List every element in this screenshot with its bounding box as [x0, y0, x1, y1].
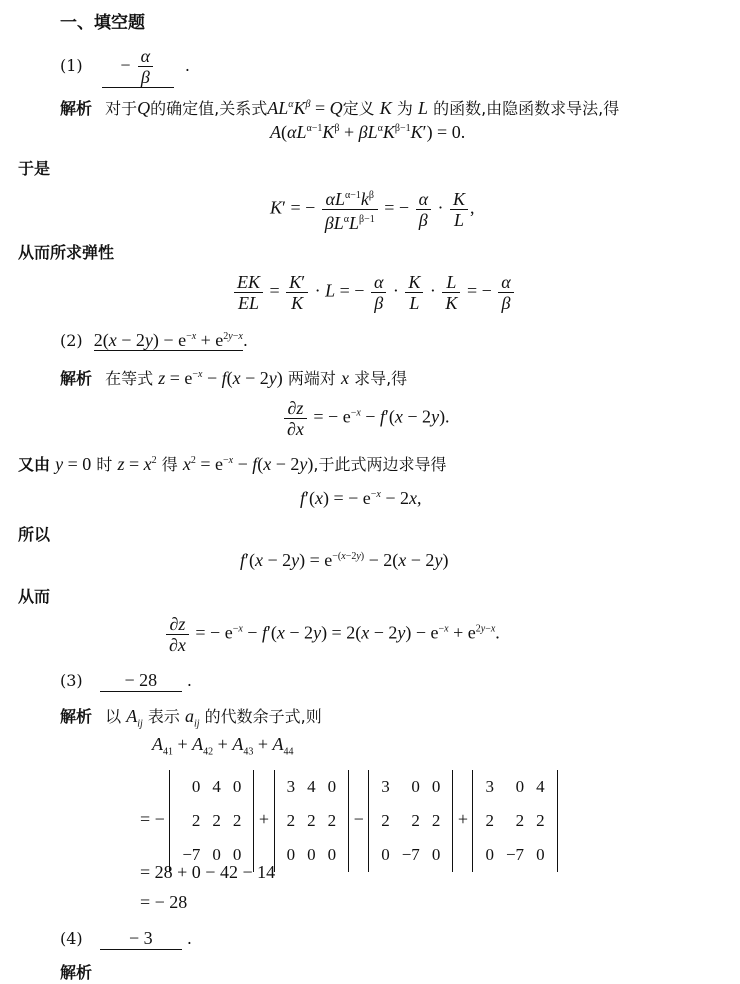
q2-eq3: $f'(x - 2y) = e^{-(x-2y)} - 2(x - 2y)$ [240, 550, 449, 570]
det-cell: 3 [381, 777, 390, 796]
det-cell: 0 [327, 777, 337, 796]
det-cell: −7 [182, 845, 201, 864]
det-cell: 4 [212, 777, 221, 796]
det-cell: 0 [327, 845, 337, 864]
det-cell: 2 [536, 811, 545, 830]
q1-answer: − $\frac{\alpha}{\beta}$ [102, 46, 174, 88]
q2-answer-line: (2) $2(x - 2y) - e^{-x} + e^{2y-x}$. [60, 330, 248, 350]
q4-analysis-label: 解析 [60, 963, 93, 982]
det-cell: 2 [485, 811, 494, 830]
q1-eq2: K′ = − $\frac{\alpha L^{\alpha-1}k^\beta}{\beta L^\alpha L^{\beta-1}}$ = − $\frac{\alpha}{\beta}$ · $\frac{K}{L}$ , [270, 186, 475, 233]
det-2 [274, 770, 350, 872]
q2-number: (2) [60, 331, 83, 350]
det-cell: 2 [381, 811, 390, 830]
det-cell: 4 [307, 777, 316, 796]
label-suoyi: 所以 [18, 525, 51, 544]
label-yushi: 于是 [18, 159, 51, 178]
q3-analysis-line: 解析 以 $A_{ij}$ 表示 $a_{ij}$ 的代数余子式,则 [60, 706, 322, 730]
det-3 [368, 770, 453, 872]
det-cell: −7 [401, 845, 420, 864]
label-congersuo: 从而所求弹性 [18, 243, 115, 262]
det-cell: 0 [286, 845, 296, 864]
det-cell: 2 [232, 811, 242, 830]
det-cell: 2 [411, 811, 420, 830]
det-cell: 0 [431, 845, 441, 864]
q2-eq1: $\frac{\partial z}{\partial x}$ = − $e^{-x} - f'(x - 2y)$. [282, 398, 450, 439]
q4-answer: − 3 [100, 928, 182, 950]
q3-determinants: = − 0 4 0 2 2 2 −7 0 0 + 3 4 0 2 2 2 0 0 0 − 3 0 0 2 2 2 0 −7 0 + 3 0 4 2 2 2 0 −7 0 [140, 770, 558, 872]
det-cell: 0 [232, 845, 242, 864]
q3-answer-line: (3) − 28 . [60, 670, 192, 690]
det-4 [472, 770, 557, 872]
q1-answer-line: (1) − $\frac{\alpha}{\beta}$ . [60, 46, 190, 87]
det-cell: 2 [286, 811, 296, 830]
q1-eq3: $\frac{EK}{EL}$ = $\frac{K'}{K}$ · L = − $\frac{\alpha}{\beta}$ · $\frac{K}{L}$ · $\frac{L}{K}$ = − $\frac{\alpha}{\beta}$ [232, 272, 516, 313]
det-cell: −7 [505, 845, 525, 864]
det-cell: 0 [536, 845, 545, 864]
det-cell: 2 [307, 811, 316, 830]
det-cell: 2 [191, 811, 201, 830]
q2-answer: $2(x - 2y) - e^{-x} + e^{2y-x}$ [93, 330, 243, 350]
det-cell: 3 [286, 777, 296, 796]
det-cell: 0 [307, 845, 316, 864]
det-cell: 0 [431, 777, 441, 796]
q4-answer-line: (4) − 3 . [60, 928, 192, 948]
det-cell: 2 [431, 811, 441, 830]
det-cell: 0 [212, 845, 221, 864]
det-1 [169, 770, 254, 872]
det-cell: 0 [515, 777, 525, 796]
det-cell: 4 [536, 777, 545, 796]
det-cell: 0 [232, 777, 242, 796]
q2-eq4: $\frac{\partial z}{\partial x}$ = − $e^{-x} - f'(x - 2y) = 2(x - 2y) - e^{-x} + e^{2y-x}$. [164, 614, 500, 655]
det-cell: 0 [411, 777, 420, 796]
q1-number: (1) [60, 56, 83, 75]
det-cell: 3 [485, 777, 494, 796]
analysis-label: 解析 [60, 99, 93, 118]
q1-eq1: $A(\alpha L^{\alpha-1}K^\beta + \beta L^\alpha K^{\beta-1}K') = 0$. [270, 122, 466, 142]
label-conger: 从而 [18, 587, 51, 606]
det-cell: 2 [515, 811, 525, 830]
q2-line2: 又由 y = 0 时 $z = x^2$ 得 $x^2 = e^{-x} - f(x - 2y)$,于此式两边求导得 [18, 454, 447, 474]
q3-line2: = 28 + 0 − 42 − 14 [140, 862, 276, 882]
q3-line3: = − 28 [140, 892, 188, 912]
q2-eq2: f′(x) = − $e^{-x} - 2x$, [300, 488, 422, 508]
det-cell: 0 [485, 845, 494, 864]
det-cell: 0 [191, 777, 201, 796]
section-title: 一、填空题 [60, 13, 145, 33]
q1-analysis-line: 解析 对于Q的确定值,关系式$AL^\alpha K^\beta = Q$定义 K 为 L 的函数,由隐函数求导法,得 [60, 98, 620, 118]
det-cell: 2 [327, 811, 337, 830]
q3-answer: − 28 [100, 670, 182, 692]
q2-analysis-line: 解析 在等式 $z = e^{-x} - f(x - 2y)$ 两端对 x 求导,得 [60, 368, 408, 388]
det-cell: 2 [212, 811, 221, 830]
det-cell: 0 [381, 845, 390, 864]
q3-sum: $A_{41} + A_{42} + A_{43} + A_{44}$ [152, 734, 294, 758]
